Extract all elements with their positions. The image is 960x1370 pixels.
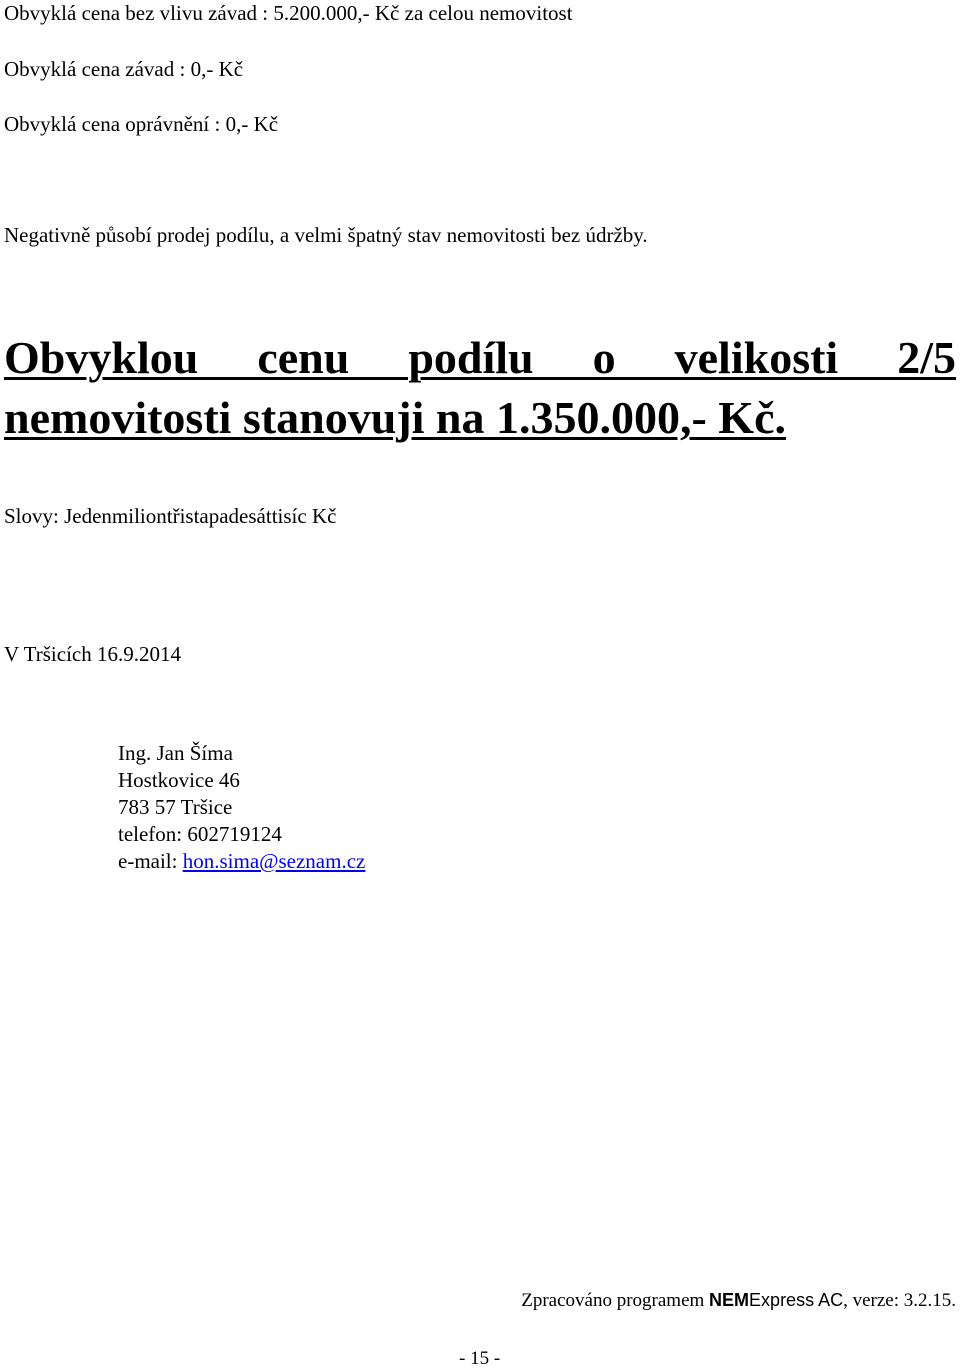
- software-brand-bold: NEM: [709, 1290, 750, 1310]
- software-brand-rest: Express AC: [749, 1290, 844, 1310]
- page-number: - 15 -: [459, 1348, 501, 1369]
- usual-price-of-defects: Obvyklá cena závad : 0,- Kč: [4, 57, 244, 81]
- author-contact-block: [118, 740, 365, 875]
- author-name: Ing. Jan Šíma: [118, 741, 233, 765]
- usual-price-of-rights: Obvyklá cena oprávnění : 0,- Kč: [4, 112, 279, 136]
- author-email-row: [118, 848, 365, 875]
- author-city: 783 57 Tršice: [118, 795, 233, 819]
- software-brand: [709, 1290, 843, 1310]
- price-in-words: Slovy: Jedenmiliontřistapadesáttisíc Kč: [4, 504, 337, 528]
- email-link[interactable]: hon.sima@seznam.cz: [182, 849, 366, 873]
- email-label: e-mail:: [118, 849, 183, 873]
- valuation-headline-line-1: Obvyklou cenu podílu o velikosti 2/5: [4, 332, 956, 383]
- software-version: , verze: 3.2.15.: [843, 1290, 956, 1311]
- negative-factors-note-line-1: Negativně působí prodej podílu, a velmi špatný stav nemovitosti bez údržby.: [4, 223, 648, 247]
- footer-credit-prefix: Zpracováno programem: [521, 1290, 710, 1311]
- place-and-date: V Tršicích 16.9.2014: [4, 642, 181, 666]
- valuation-headline-line-2: nemovitosti stanovuji na 1.350.000,- Kč.: [4, 392, 786, 443]
- footer-credit: [521, 1288, 956, 1313]
- author-street: Hostkovice 46: [118, 768, 240, 792]
- usual-price-without-defects: Obvyklá cena bez vlivu závad : 5.200.000,- Kč za celou nemovitost: [4, 1, 573, 25]
- author-phone: telefon: 602719124: [118, 822, 282, 846]
